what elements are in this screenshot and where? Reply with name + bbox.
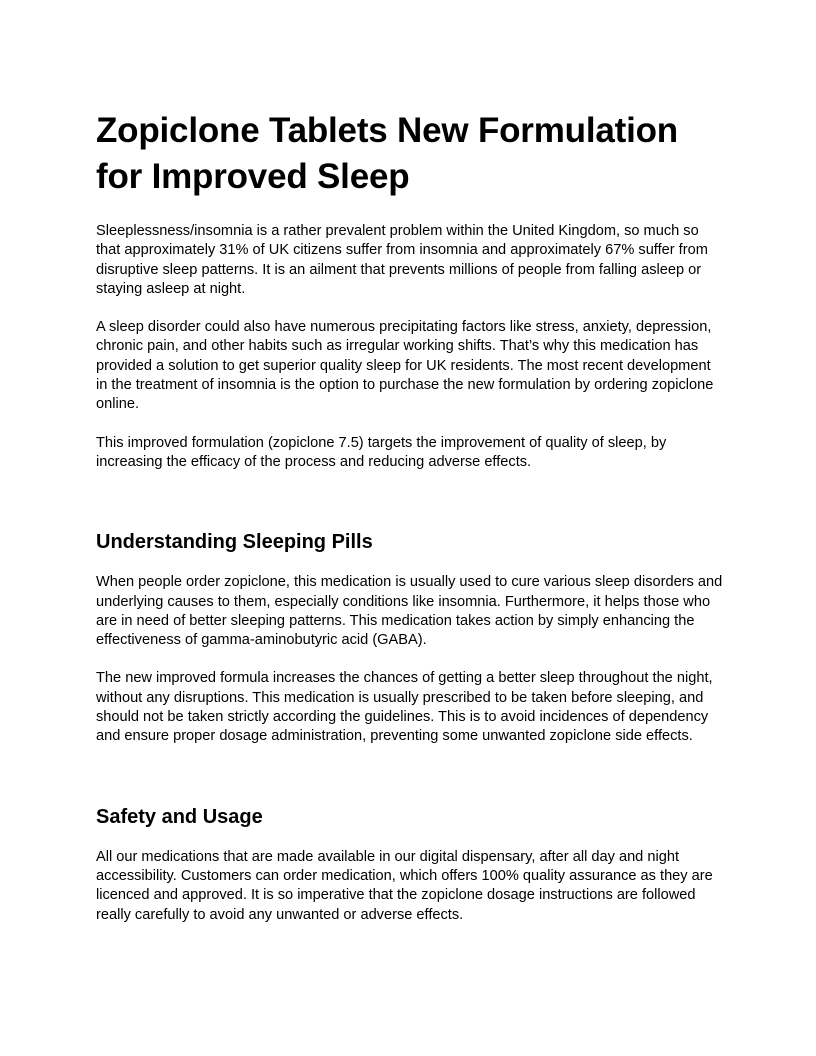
intro-paragraph-1: Sleeplessness/insomnia is a rather prevalent problem within the United Kingdom, so much so that approximately 31% of UK citizens suffer from insomnia and approximately 67% suffer from disruptive sleep patterns. It is an ailment that prevents millions of people from falling asleep or staying asleep at night. [96,223,708,297]
document-title: Zopiclone Tablets New Formulation for Improved Sleep [96,111,678,196]
document-page [96,108,724,944]
safety-paragraph-1: All our medications that are made available in our digital dispensary, after all day and night accessibility. Customers can order medication, which offers 100% quality assurance as they are licenced and approved. It is so imperative that the zopiclone dosage instructions are followed really carefully to avoid any unwanted or adverse effects. [96,848,713,923]
understanding-paragraph-1: When people order zopiclone, this medication is usually used to cure various sleep disorders and underlying causes to them, especially conditions like insomnia. Furthermore, it helps those who are in need of better sleeping patterns. This medication takes action by simply enhancing the effectiveness of gamma-aminobutyric acid (GABA). [96,574,723,649]
understanding-paragraph-2: The new improved formula increases the chances of getting a better sleep throughout the night, without any disruptions. This medication is usually prescribed to be taken before sleeping, and should not be taken strictly according the guidelines. This is to avoid incidences of dependency and ensure proper dosage administration, preventing some unwanted zopiclone side effects. [96,670,713,745]
intro-paragraph-2: A sleep disorder could also have numerous precipitating factors like stress, anxiety, depression, chronic pain, and other habits such as irregular working shifts. That’s why this medication has provided a solution to get superior quality sleep for UK residents. The most recent development in the treatment of insomnia is the option to purchase the new formulation by ordering zopiclone online. [96,319,714,413]
section-heading-safety: Safety and Usage [96,805,263,828]
section-spacer [96,491,724,529]
section-heading-understanding: Understanding Sleeping Pills [96,531,373,554]
intro-paragraph-3: This improved formulation (zopiclone 7.5) targets the improvement of quality of sleep, by increasing the efficacy of the process and reducing adverse effects. [96,434,667,470]
section-spacer [96,766,724,804]
